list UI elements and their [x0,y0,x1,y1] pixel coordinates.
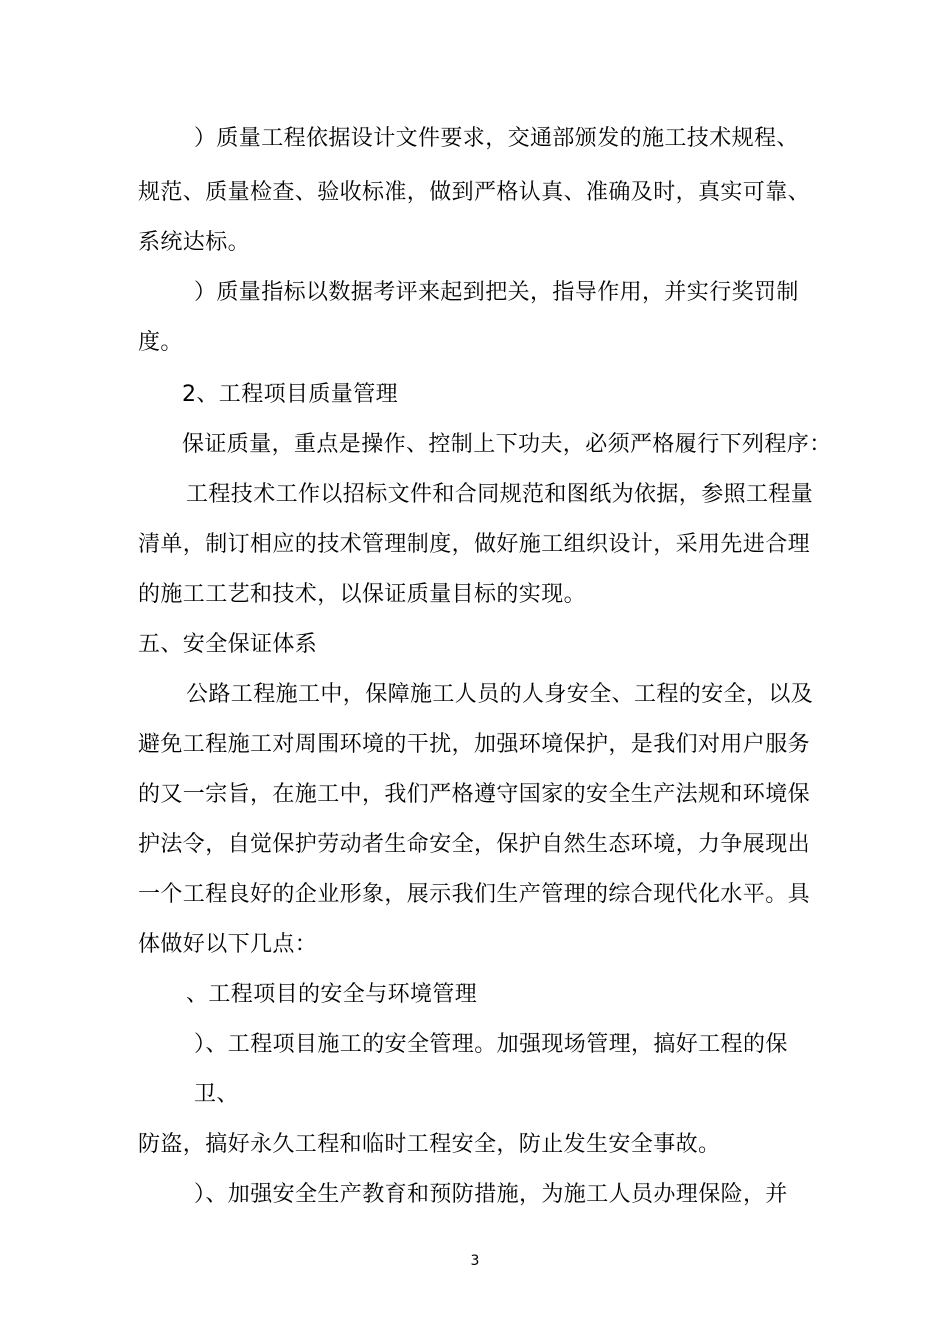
paragraph-line: ）质量指标以数据考评来起到把关，指导作用，并实行奖罚制 [194,280,799,305]
paragraph-line: 保证质量，重点是操作、控制上下功夫，必须严格履行下列程序： [182,432,832,457]
section-heading: 、工程项目的安全与环境管理 [186,982,478,1007]
page-number: 3 [470,1253,480,1269]
paragraph-line: 护法令，自觉保护劳动者生命安全，保护自然生态环境，力争展现出 [138,832,811,857]
paragraph-line: 的施工工艺和技术，以保证质量目标的实现。 [138,582,587,607]
paragraph-line: 清单，制订相应的技术管理制度，做好施工组织设计，采用先进合理 [138,532,811,557]
paragraph-line: 卫、 [194,1082,239,1107]
paragraph-line: 避免工程施工对周围环境的干扰，加强环境保护，是我们对用户服务 [138,732,811,757]
paragraph-line: 规范、质量检查、验收标准，做到严格认真、准确及时，真实可靠、 [138,180,811,205]
section-heading: 2、工程项目质量管理 [182,382,398,407]
section-heading: 五、安全保证体系 [138,632,318,657]
paragraph-line: 防盗，搞好永久工程和临时工程安全，防止发生安全事故。 [138,1132,721,1157]
paragraph-line: 度。 [138,330,183,355]
paragraph-line: 一个工程良好的企业形象，展示我们生产管理的综合现代化水平。具 [138,882,811,907]
paragraph-line: 的又一宗旨，在施工中，我们严格遵守国家的安全生产法规和环境保 [138,782,811,807]
paragraph-line: 体做好以下几点： [138,932,318,957]
paragraph-line: ）、加强安全生产教育和预防措施，为施工人员办理保险，并 [194,1182,788,1207]
paragraph-line: 系统达标。 [138,230,251,255]
paragraph-line: 工程技术工作以招标文件和合同规范和图纸为依据，参照工程量 [186,482,814,507]
paragraph-line: 公路工程施工中，保障施工人员的人身安全、工程的安全，以及 [186,682,814,707]
paragraph-line: ）质量工程依据设计文件要求，交通部颁发的施工技术规程、 [194,126,799,151]
paragraph-line: ）、工程项目施工的安全管理。加强现场管理，搞好工程的保 [194,1032,788,1057]
